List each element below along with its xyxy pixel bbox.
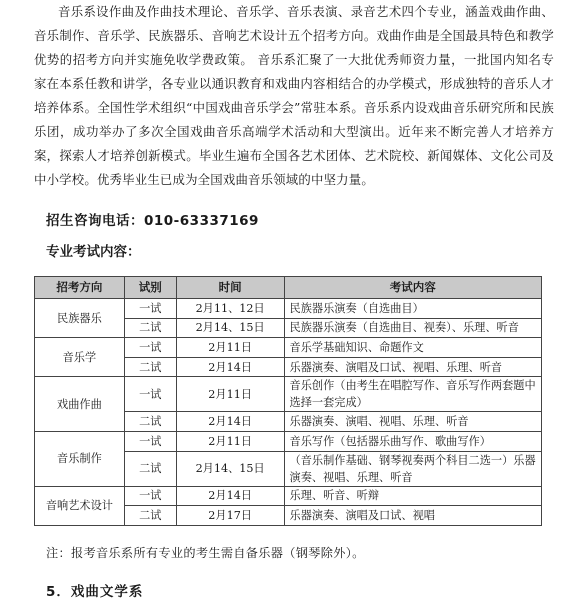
direction-cell: 民族器乐 xyxy=(35,299,125,338)
round-cell: 一试 xyxy=(124,377,176,412)
time-cell: 2月14、15日 xyxy=(176,451,284,486)
time-cell: 2月11日 xyxy=(176,338,284,358)
round-cell: 二试 xyxy=(124,451,176,486)
time-cell: 2月14、15日 xyxy=(176,318,284,338)
time-cell: 2月14日 xyxy=(176,357,284,377)
direction-cell: 戏曲作曲 xyxy=(35,377,125,432)
content-cell: （音乐制作基础、钢琴视奏两个科目二选一）乐器演奏、视唱、乐理、听音 xyxy=(284,451,541,486)
intro-paragraph: 音乐系设作曲及作曲技术理论、音乐学、音乐表演、录音艺术四个专业，涵盖戏曲作曲、音乐制作、音乐学、民族器乐、音响艺术设计五个招考方向。戏曲作曲是全国最具特色和教学优势的招考方向并实施免收学费政策。 音乐系汇聚了一大批优秀师资力量，一批国内知名专家在本系任教和讲学，各专业以通识教育和戏曲内容相结合的办学模式，形成独特的音乐人才培养体系。全国性学术组织“中国戏曲音乐学会”常驻本系。音乐系内设戏曲音乐研究所和民族乐团，成功举办了多次全国戏曲音乐高端学术活动和大型演出。近年来不断完善人才培养方案，探索人才培养创新模式。毕业生遍布全国各艺术团体、艺术院校、新闻媒体、文化公司及中小学校。优秀毕业生已成为全国戏曲音乐领域的中坚力量。 xyxy=(34,4,554,187)
content-cell: 乐器演奏、演唱、视唱、乐理、听音 xyxy=(284,412,541,432)
table-header-row xyxy=(35,277,542,299)
direction-cell: 音乐学 xyxy=(35,338,125,377)
table-row xyxy=(35,431,542,451)
table-row xyxy=(35,377,542,412)
instrument-note: 注：报考音乐系所有专业的考生需自备乐器（钢琴除外）。 xyxy=(46,546,365,560)
content-cell: 民族器乐演奏（自选曲目、视奏）、乐理、听音 xyxy=(284,318,541,338)
round-cell: 二试 xyxy=(124,318,176,338)
time-cell: 2月11、12日 xyxy=(176,299,284,319)
round-cell: 二试 xyxy=(124,357,176,377)
header-time: 时间 xyxy=(176,277,284,299)
time-cell: 2月11日 xyxy=(176,431,284,451)
table-row xyxy=(35,338,542,358)
header-content: 考试内容 xyxy=(284,277,541,299)
content-cell: 音乐学基础知识、命题作文 xyxy=(284,338,541,358)
header-round: 试别 xyxy=(124,277,176,299)
content-cell: 乐器演奏、演唱及口试、视唱 xyxy=(284,506,541,526)
admissions-hotline: 招生咨询电话：010-63337169 xyxy=(46,213,259,229)
round-cell: 一试 xyxy=(124,338,176,358)
table-row xyxy=(35,486,542,506)
table-row xyxy=(35,299,542,319)
exam-content-heading: 专业考试内容： xyxy=(46,244,141,260)
content-cell: 民族器乐演奏（自选曲目） xyxy=(284,299,541,319)
direction-cell: 音响艺术设计 xyxy=(35,486,125,525)
content-cell: 音乐写作（包括器乐曲写作、歌曲写作） xyxy=(284,431,541,451)
round-cell: 一试 xyxy=(124,299,176,319)
time-cell: 2月11日 xyxy=(176,377,284,412)
content-cell: 音乐创作（由考生在唱腔写作、音乐写作两套题中选择一套完成） xyxy=(284,377,541,412)
content-cell: 乐器演奏、演唱及口试、视唱、乐理、听音 xyxy=(284,357,541,377)
content-cell: 乐理、听音、听辩 xyxy=(284,486,541,506)
next-section-heading: 5．戏曲文学系 xyxy=(46,584,144,600)
round-cell: 二试 xyxy=(124,412,176,432)
round-cell: 一试 xyxy=(124,431,176,451)
exam-schedule-table xyxy=(34,276,542,526)
direction-cell: 音乐制作 xyxy=(35,431,125,486)
header-direction: 招考方向 xyxy=(35,277,125,299)
round-cell: 一试 xyxy=(124,486,176,506)
time-cell: 2月17日 xyxy=(176,506,284,526)
time-cell: 2月14日 xyxy=(176,486,284,506)
time-cell: 2月14日 xyxy=(176,412,284,432)
round-cell: 二试 xyxy=(124,506,176,526)
